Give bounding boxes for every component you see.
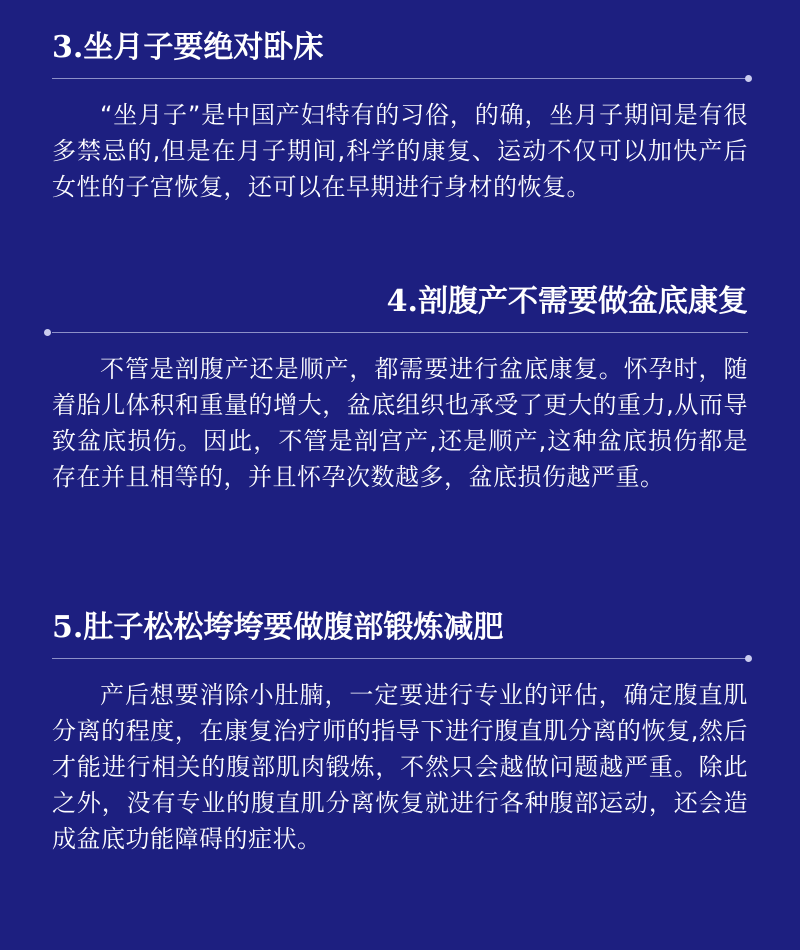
divider-dot-icon xyxy=(44,329,51,336)
section-heading: 3.坐月子要绝对卧床 xyxy=(52,30,324,65)
section-divider xyxy=(52,332,748,333)
section-body: 产后想要消除小肚腩，一定要进行专业的评估，确定腹直肌分离的程度，在康复治疗师的指导下进行腹直肌分离的恢复,然后才能进行相关的腹部肌肉锻炼，不然只会越做问题越严重。除此之外，没有专业的腹直肌分离恢复就进行各种腹部运动，还会造成盆底功能障碍的症状。 xyxy=(52,681,748,853)
section-body: “坐月子”是中国产妇特有的习俗，的确，坐月子期间是有很多禁忌的,但是在月子期间,科学的康复、运动不仅可以加快产后女性的子宫恢复，还可以在早期进行身材的恢复。 xyxy=(52,101,748,201)
divider-dot-icon xyxy=(745,655,752,662)
section-divider xyxy=(52,78,748,79)
section-body: 不管是剖腹产还是顺产，都需要进行盆底康复。怀孕时，随着胎儿体积和重量的增大，盆底组织也承受了更大的重力,从而导致盆底损伤。因此，不管是剖宫产,还是顺产,这种盆底损伤都是存在并且相等的，并且怀孕次数越多，盆底损伤越严重。 xyxy=(52,355,748,491)
section-myth-3 xyxy=(52,28,748,205)
section-divider xyxy=(52,658,748,659)
divider-dot-icon xyxy=(745,75,752,82)
section-myth-4 xyxy=(52,282,748,495)
section-heading: 4.剖腹产不需要做盆底康复 xyxy=(386,284,748,319)
section-myth-5 xyxy=(52,608,748,857)
section-heading: 5.肚子松松垮垮要做腹部锻炼减肥 xyxy=(52,610,504,645)
